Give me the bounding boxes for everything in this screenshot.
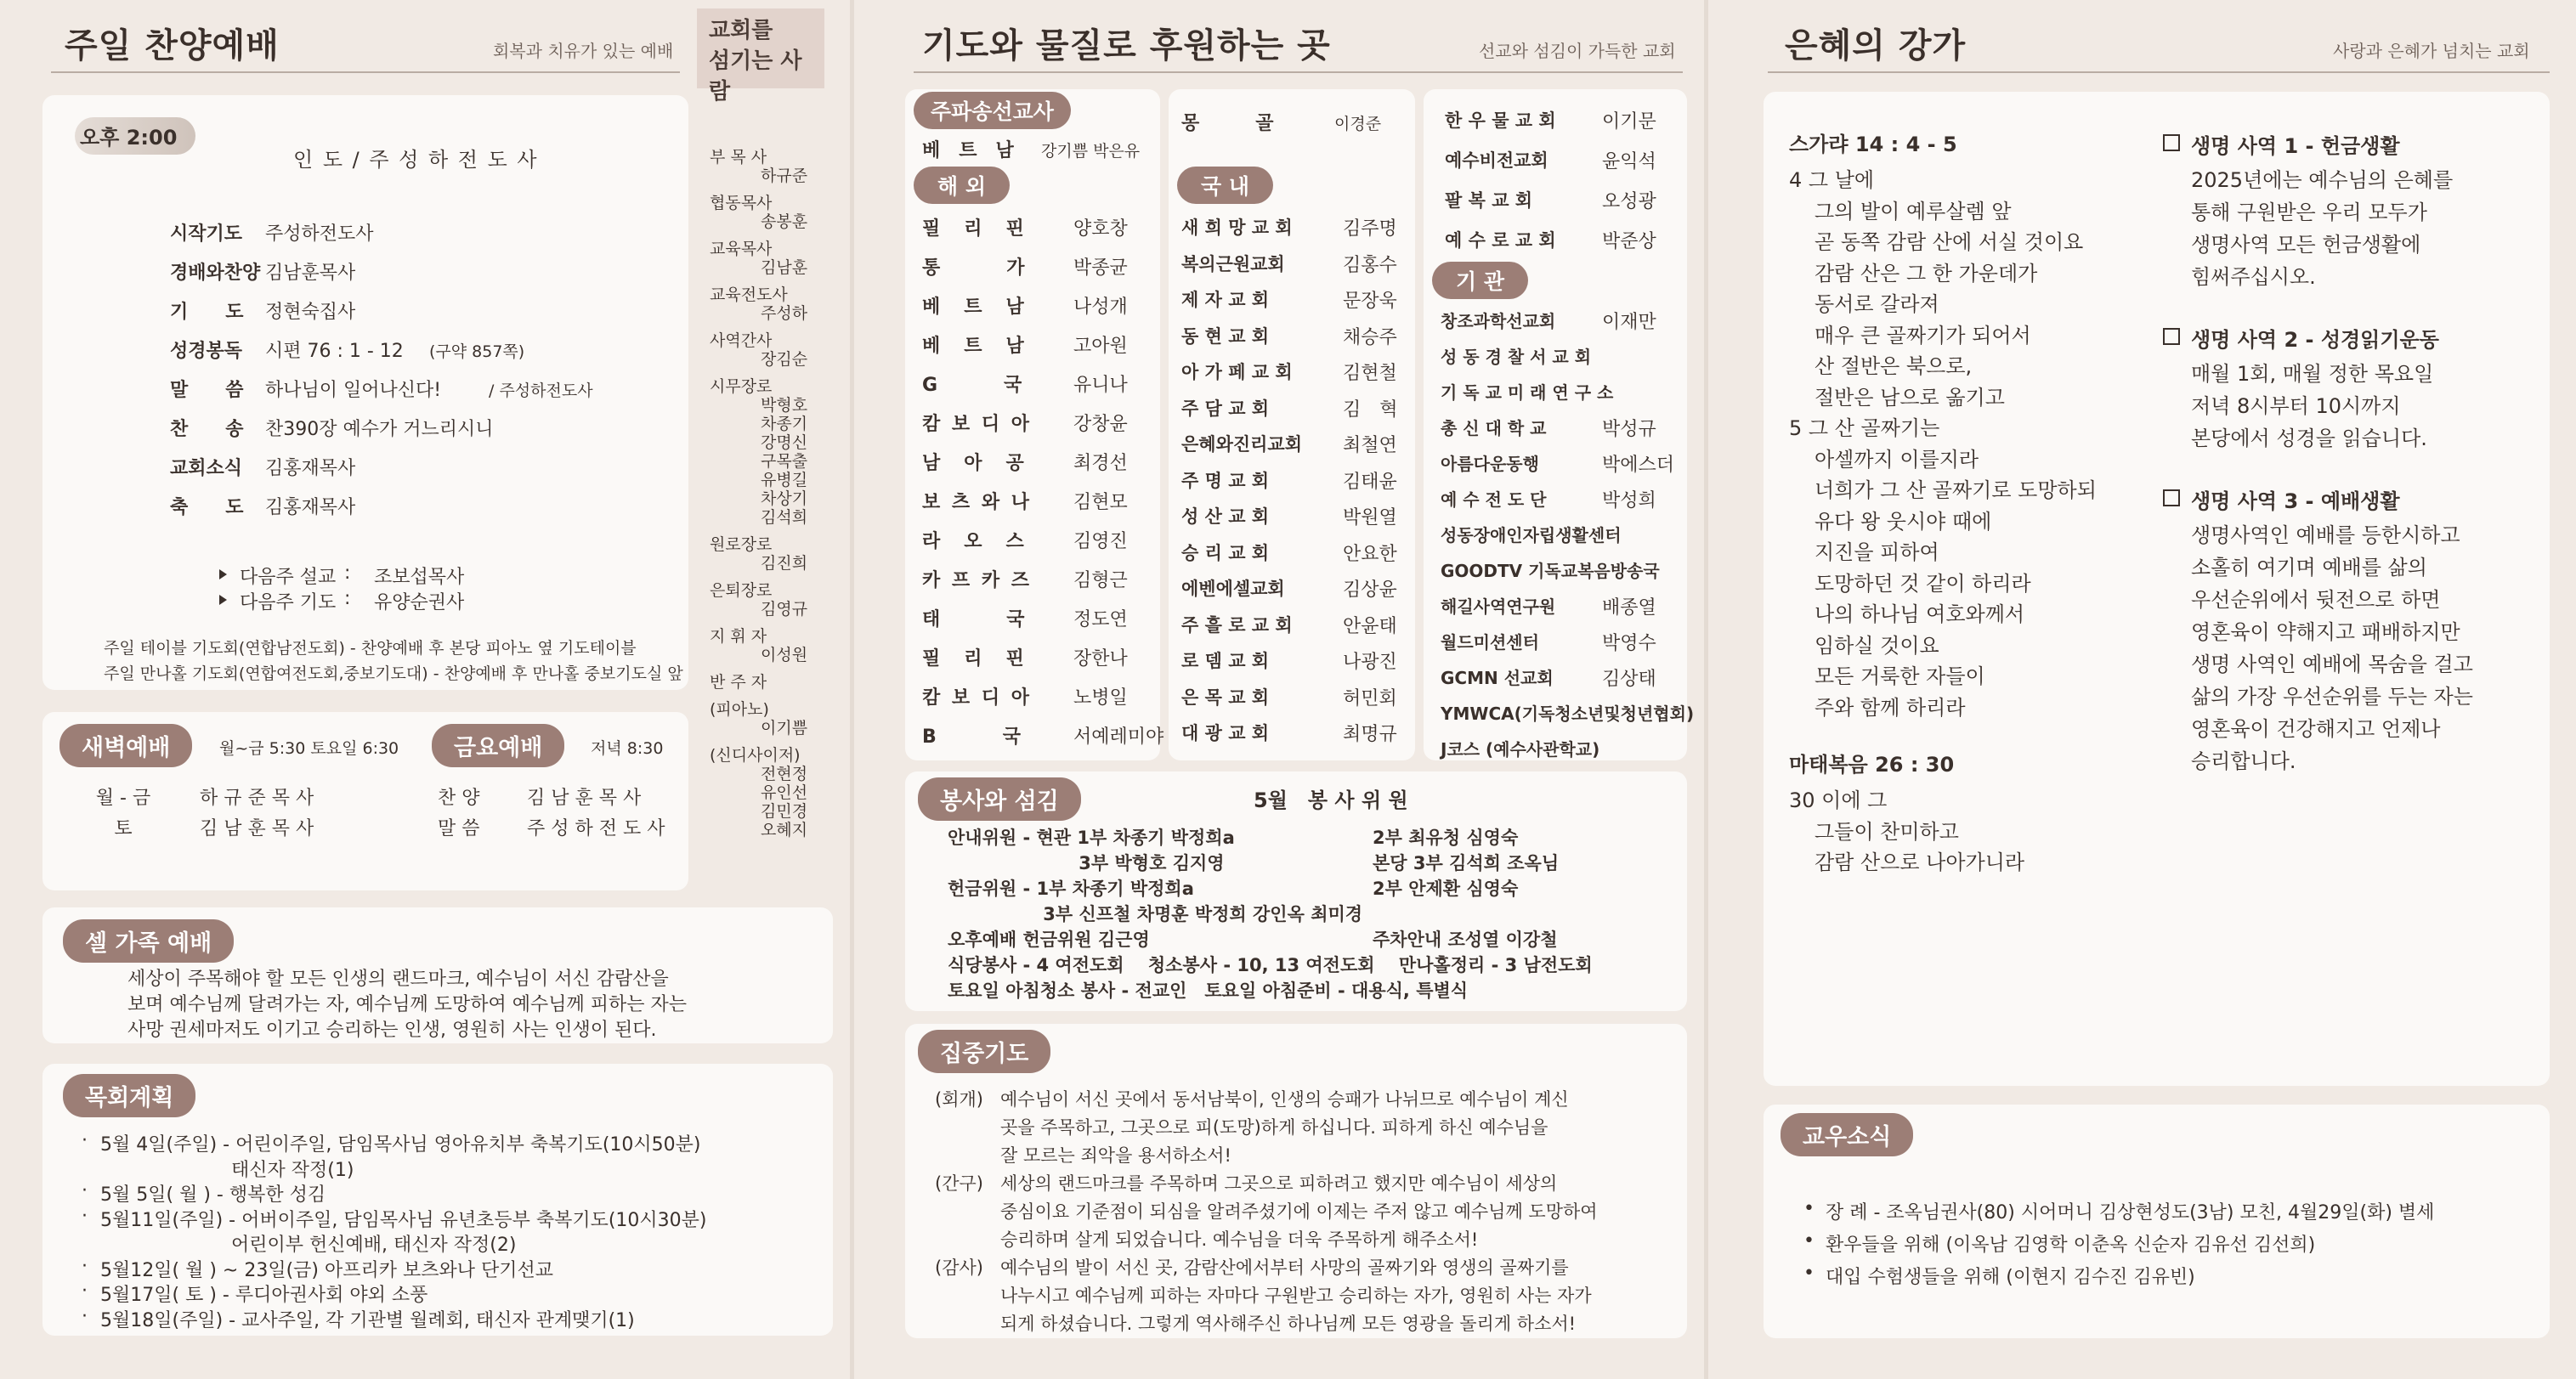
cell-line: 사망 권세마저도 이기고 승리하는 인생, 영원히 사는 인생이 된다.	[127, 1020, 657, 1041]
order-value: 하나님이 일어나신다!	[265, 380, 442, 401]
missionary-name: 고아원	[1073, 336, 1128, 357]
staff-name: 김민경	[761, 802, 808, 821]
org-name: 해길사역연구원	[1441, 596, 1556, 617]
staff-name: 유병길	[761, 471, 808, 489]
church-pastor: 윤익석	[1602, 151, 1656, 172]
mission-main-place: 베 트 남	[922, 140, 1014, 161]
news-item: 대입 수험생들을 위해 (이현지 김수진 김유빈)	[1826, 1267, 2195, 1288]
bullet-icon: •	[1803, 1198, 1815, 1219]
domestic-church: 대 광 교 회	[1181, 723, 1270, 743]
org-name: 성동장애인자립생활센터	[1441, 525, 1622, 545]
staff-name: 오혜지	[761, 821, 808, 839]
order-value: 찬390장 예수가 거느리시니	[265, 419, 494, 440]
verse-line: 4 그 날에	[1789, 168, 1875, 192]
section-line: 삶의 가장 우선순위를 두는 자는	[2191, 685, 2473, 709]
church-name: 팔 복 교 회	[1445, 190, 1533, 211]
missionary-name: 정도연	[1073, 609, 1128, 630]
notice-mannahall-prayer: 주일 만나홀 기도회(연합여전도회,중보기도대) - 찬양예배 후 만나홀 중보기도실 앞	[104, 664, 683, 683]
verse-line: 감람 산은 그 한 가운데가	[1815, 261, 2038, 285]
header-divider	[1768, 71, 2550, 73]
verse-line: 유다 왕 웃시야 때에	[1815, 509, 1992, 534]
worship-column	[0, 0, 854, 1379]
missionary-name: 최경선	[1073, 453, 1128, 474]
order-label: 찬 송	[170, 419, 244, 440]
prayer-line: 곳을 주목하고, 그곳으로 피(도망)하게 하십니다. 피하게 하신 예수님을	[1000, 1117, 1548, 1138]
plan-item: 어린이부 헌신예배, 태신자 작정(2)	[100, 1235, 517, 1256]
staff-name: 김진희	[761, 554, 808, 573]
next-value: 유양순권사	[374, 592, 465, 613]
support-column	[854, 0, 1708, 1379]
domestic-pastor: 최명규	[1343, 724, 1397, 745]
mongol-place: 몽 골	[1181, 113, 1274, 134]
mission-place: 태 국	[922, 609, 1028, 630]
friday-role: 찬 양	[438, 788, 480, 809]
org-leader: 김상태	[1602, 669, 1656, 690]
pastoral-plan-pill: 목회계획	[63, 1074, 195, 1117]
prayer-line: 중심이요 기준점이 되심을 알려주셨기에 이제는 주저 않고 예수님께 도망하여	[1000, 1201, 1598, 1222]
mission-place: 캄 보 디 아	[922, 687, 1032, 709]
domestic-pastor: 김홍수	[1343, 254, 1397, 276]
verse-line: 아셀까지 이를지라	[1815, 447, 1979, 472]
bullet-icon: •	[1803, 1230, 1815, 1252]
order-value: 김홍재목사	[265, 497, 356, 518]
staff-name: 김남훈	[761, 258, 808, 277]
verse-line: 나의 하나님 여호와께서	[1815, 602, 2025, 626]
church-name: 한 우 물 교 회	[1445, 110, 1556, 131]
org-title-pill: 기 관	[1432, 262, 1528, 299]
church-name: 예 수 로 교 회	[1445, 230, 1556, 251]
staff-name: 전현정	[761, 765, 808, 783]
column-title: 은혜의 강가	[1785, 26, 1967, 65]
org-leader: 박성규	[1602, 419, 1656, 440]
service-line: 헌금위원 - 1부 차종기 박정희a	[948, 879, 1194, 899]
checkbox-icon	[2163, 328, 2180, 345]
section-title: 생명 사역 2 - 성경읽기운동	[2191, 328, 2439, 352]
section-line: 매월 1회, 매월 정한 목요일	[2191, 362, 2434, 386]
colon-separator: :	[344, 588, 351, 609]
org-name: GOODTV 기독교복음방송국	[1441, 561, 1660, 581]
service-line: 식당봉사 - 4 여전도회 청소봉사 - 10, 13 여전도회 만나홀정리 - 3 남전도회	[948, 955, 1593, 975]
service-line-right: 2부 최유청 심영숙	[1373, 828, 1519, 848]
prayer-tag: (감사)	[935, 1257, 983, 1278]
org-name: 예 수 전 도 단	[1441, 489, 1547, 510]
staff-tab-label: 교회를 섬기는 사람	[709, 18, 802, 105]
section-line: 생명사역인 예배를 등한시하고	[2191, 523, 2460, 547]
domestic-church: 주 명 교 회	[1181, 470, 1270, 491]
staff-role: 교육전도사	[710, 285, 788, 304]
org-name: 기 독 교 미 래 연 구 소	[1441, 382, 1614, 403]
mission-main-name: 강기쁨 박은유	[1041, 142, 1141, 161]
verse-line: 산 절반은 북으로,	[1815, 354, 1973, 378]
mission-place: 라 오 스	[922, 531, 1027, 552]
service-line-right: 본당 3부 김석희 조옥님	[1373, 853, 1560, 873]
dawn-worship-pill: 새벽예배	[59, 724, 192, 767]
cell-line: 세상이 주목해야 할 모든 인생의 랜드마크, 예수님이 서신 감람산을	[127, 969, 669, 990]
staff-role: (피아노)	[710, 700, 769, 719]
church-pastor: 이기문	[1602, 111, 1656, 133]
domestic-pastor: 김주명	[1343, 218, 1397, 240]
service-line: 오후예배 헌금위원 김근영	[948, 930, 1150, 950]
service-time: 오후 2:00	[80, 126, 178, 150]
prayer-line: 되게 하셨습니다. 그렇게 역사해주신 하나님께 모든 영광을 돌리게 하소서!	[1000, 1314, 1577, 1334]
domestic-pastor: 허민회	[1343, 687, 1397, 709]
column-title: 기도와 물질로 후원하는 곳	[922, 26, 1331, 65]
org-name: GCMN 선교회	[1441, 668, 1554, 688]
order-label: 성경봉독	[170, 341, 243, 362]
org-name: 아름다운동행	[1441, 454, 1539, 474]
service-line-right: 2부 안제환 심영숙	[1373, 879, 1519, 899]
section-line: 생명사역 모든 헌금생활에	[2191, 233, 2421, 257]
org-leader: 박영수	[1602, 633, 1656, 654]
section-line: 영혼육이 건강해지고 언제나	[2191, 717, 2441, 741]
domestic-pastor: 채승주	[1343, 326, 1397, 348]
prayer-line: 나누시고 예수님께 피하는 자마다 구원받고 승리하는 자가, 영원히 사는 자가	[1000, 1286, 1592, 1306]
org-name: 총 신 대 학 교	[1441, 418, 1547, 438]
staff-role: (신디사이저)	[710, 746, 801, 765]
bullet-icon: •	[1803, 1263, 1815, 1284]
prayer-tag: (간구)	[935, 1173, 983, 1194]
staff-tab	[697, 8, 824, 105]
staff-name: 박형호	[761, 396, 808, 415]
section-line: 통해 구원받은 우리 모두가	[2191, 201, 2427, 224]
section-line: 힘써주십시오.	[2191, 265, 2316, 289]
staff-name: 유인선	[761, 783, 808, 802]
missionary-name: 김영진	[1073, 531, 1128, 552]
staff-name: 차종기	[761, 415, 808, 433]
dawn-leader: 하 규 준 목 사	[200, 788, 314, 809]
missionary-name: 장한나	[1073, 648, 1128, 670]
mission-place: G 국	[922, 375, 1025, 396]
domestic-pastor: 안윤태	[1343, 615, 1397, 637]
service-line-right: 주차안내 조성열 이강철	[1373, 930, 1558, 950]
mission-place: B 국	[922, 726, 1024, 748]
service-line: 안내위원 - 현관 1부 차종기 박정희a	[948, 828, 1235, 848]
mission-place: 캄 보 디 아	[922, 414, 1032, 435]
plan-item: 태신자 작정(1)	[100, 1159, 354, 1181]
section-line: 생명 사역인 예배에 목숨을 걸고	[2191, 653, 2473, 676]
plan-item: · 5월11일(주일) - 어버이주일, 담임목사님 유년초등부 축복기도(10시30분)	[100, 1206, 707, 1232]
order-note: / 주성하전도사	[489, 381, 593, 400]
section-line: 2025년에는 예수님의 은혜를	[2191, 168, 2454, 192]
domestic-pastor: 문장욱	[1343, 291, 1397, 312]
staff-role: 반 주 자	[710, 673, 767, 692]
friday-worship-time: 저녁 8:30	[591, 739, 664, 758]
domestic-church: 승 리 교 회	[1181, 542, 1270, 563]
section-line: 우선순위에서 뒷전으로 하면	[2191, 588, 2441, 612]
domestic-pastor: 김 혁	[1343, 398, 1398, 421]
order-note: (구약 857쪽)	[429, 342, 525, 361]
section-line: 승리합니다.	[2191, 749, 2296, 773]
section-line: 소홀히 여기며 예배를 삶의	[2191, 556, 2427, 579]
plan-item: · 5월17일( 토 ) - 루디아권사회 야외 소풍	[100, 1280, 427, 1307]
verse-line: 임하실 것이요	[1815, 633, 1939, 658]
colon-separator: :	[344, 562, 351, 584]
order-label: 시작기도	[170, 223, 243, 245]
notice-table-prayer: 주일 테이블 기도회(연합남전도회) - 찬양예배 후 본당 피아노 옆 기도테이블	[104, 639, 637, 658]
plan-item: · 5월 4일(주일) - 어린이주일, 담임목사님 영아유치부 축복기도(10시50분)	[100, 1130, 701, 1156]
staff-role: 은퇴장로	[710, 581, 773, 600]
church-name: 예수비전교회	[1445, 150, 1548, 171]
section-line: 본당에서 성경을 읽습니다.	[2191, 427, 2427, 450]
domestic-church: 복의근원교회	[1181, 253, 1285, 274]
missionary-name: 유니나	[1073, 375, 1128, 396]
org-name: 창조과학선교회	[1441, 311, 1556, 331]
order-value: 김홍재목사	[265, 458, 356, 479]
missionary-name: 나성개	[1073, 297, 1128, 318]
domestic-church: 주 흘 로 교 회	[1181, 614, 1293, 636]
service-line: 3부 박형호 김지영	[948, 853, 1225, 873]
scripture-ref-2: 마태복음 26 : 30	[1789, 753, 1955, 777]
mission-place: 남 아 공	[922, 453, 1027, 474]
section-title: 생명 사역 1 - 헌금생활	[2191, 134, 2400, 158]
org-leader: 박성희	[1602, 490, 1656, 511]
bullet-triangle-icon	[219, 595, 227, 605]
dawn-leader: 김 남 훈 목 사	[200, 818, 314, 839]
verse-line: 감람 산으로 나아가니라	[1815, 851, 2025, 874]
bullet-triangle-icon	[219, 569, 227, 579]
domestic-pastor: 최철연	[1343, 435, 1397, 456]
missionary-name: 김현모	[1073, 492, 1128, 513]
verse-line: 도망하던 것 같이 하리라	[1815, 571, 2031, 596]
staff-name: 차상기	[761, 489, 808, 508]
mission-place: 필 리 핀	[922, 648, 1027, 670]
domestic-church: 새 희 망 교 회	[1181, 218, 1293, 238]
mission-title-pill: 주파송선교사	[914, 92, 1071, 129]
order-label: 축 도	[170, 497, 244, 518]
staff-role: 사역간사	[710, 331, 773, 350]
org-leader: 배종열	[1602, 597, 1656, 619]
prayer-line: 예수님의 발이 서신 곳, 감람산에서부터 사망의 골짜기와 영생의 골짜기를	[1000, 1257, 1569, 1278]
staff-name: 강명신	[761, 433, 808, 452]
next-value: 조보섭목사	[374, 567, 465, 588]
news-item: 장 례 - 조옥님권사(80) 시어머니 김상현성도(3남) 모친, 4월29일(화) 별세	[1826, 1202, 2435, 1224]
staff-name: 구목출	[761, 452, 808, 471]
order-label: 말 씀	[170, 380, 244, 401]
order-value: 김남훈목사	[265, 263, 356, 284]
missionary-name: 강창윤	[1073, 414, 1128, 435]
header-divider	[914, 71, 1683, 73]
org-leader: 박에스더	[1602, 455, 1675, 476]
verse-line: 매우 큰 골짜기가 되어서	[1815, 323, 2031, 348]
domestic-pastor: 나광진	[1343, 652, 1397, 673]
staff-role: 부 목 사	[710, 148, 767, 167]
service-heading: 5월 봉 사 위 원	[1254, 788, 1408, 812]
friday-leader: 주 성 하 전 도 사	[527, 818, 665, 839]
plan-item: · 5월18일(주일) - 교사주일, 각 기관별 월례회, 태신자 관계맺기(1)	[100, 1306, 635, 1332]
verse-line: 그들이 찬미하고	[1815, 819, 1959, 844]
section-line: 저녁 8시부터 10시까지	[2191, 394, 2401, 418]
staff-name: 송봉훈	[761, 212, 808, 231]
domestic-church: 성 산 교 회	[1181, 506, 1270, 527]
news-title-pill: 교우소식	[1781, 1113, 1913, 1156]
org-name: 성 동 경 찰 서 교 회	[1441, 347, 1592, 367]
news-item: 환우들을 위해 (이옥남 김영학 이춘옥 신순자 김유선 김선희)	[1826, 1235, 2316, 1256]
friday-leader: 김 남 훈 목 사	[527, 788, 642, 809]
prayer-line: 세상의 랜드마크를 주목하며 그곳으로 피하려고 했지만 예수님이 세상의	[1000, 1173, 1558, 1194]
staff-role: 지 휘 자	[710, 627, 767, 646]
checkbox-icon	[2163, 134, 2180, 151]
staff-role: 시무장로	[710, 377, 773, 396]
church-pastor: 박준상	[1602, 231, 1656, 252]
dawn-worship-time: 월~금 5:30 토요일 6:30	[219, 739, 399, 758]
scripture-ref-1: 스가랴 14 : 4 - 5	[1789, 133, 1957, 156]
org-name: YMWCA(기독청소년및청년협회)	[1441, 704, 1695, 724]
order-label: 교회소식	[170, 458, 243, 479]
domestic-church: 아 가 페 교 회	[1181, 362, 1293, 382]
verse-line: 너희가 그 산 골짜기로 도망하되	[1815, 478, 2097, 502]
service-title-pill: 봉사와 섬김	[918, 777, 1081, 821]
staff-name: 이기쁨	[761, 719, 808, 738]
domestic-church: 에벤에셀교회	[1181, 579, 1285, 599]
verse-line: 모든 거룩한 자들이	[1815, 664, 1985, 688]
domestic-pastor: 박원열	[1343, 507, 1397, 528]
mission-place: 통 가	[922, 257, 1028, 279]
column-subtitle: 사랑과 은혜가 넘치는 교회	[2333, 41, 2530, 61]
verse-line: 그의 발이 예루살렘 앞	[1815, 199, 2012, 223]
mission-place: 보 츠 와 나	[922, 492, 1032, 513]
staff-name: 김영규	[761, 600, 808, 619]
staff-name: 주성하	[761, 304, 808, 323]
dawn-day: 월 - 금	[95, 788, 151, 809]
domestic-pastor: 김태윤	[1343, 471, 1397, 493]
mission-place: 카 프 카 즈	[922, 570, 1032, 591]
checkbox-icon	[2163, 489, 2180, 506]
missionary-name: 서예레미야	[1073, 726, 1164, 748]
cell-line: 보며 예수님께 달려가는 자, 예수님께 도망하여 예수님께 피하는 자는	[127, 994, 687, 1015]
domestic-church: 동 현 교 회	[1181, 325, 1270, 347]
verse-line: 30 이에 그	[1789, 788, 1888, 812]
staff-name: 이성원	[761, 646, 808, 664]
section-title: 생명 사역 3 - 예배생활	[2191, 489, 2400, 513]
org-leader: 이재만	[1602, 312, 1656, 333]
cell-worship-pill: 셀 가족 예배	[63, 919, 234, 963]
verse-line: 절반은 남으로 옮기고	[1815, 385, 2005, 410]
header-divider	[51, 71, 680, 73]
section-line: 영혼육이 약해지고 패배하지만	[2191, 620, 2460, 644]
service-line: 3부 신프철 차명훈 박정희 강인옥 최미경	[948, 904, 1363, 924]
prayer-tag: (회개)	[935, 1089, 983, 1110]
page-title: 주일 찬양예배	[65, 26, 280, 65]
org-name: J코스 (예수사관학교)	[1441, 739, 1600, 760]
church-pastor: 오성광	[1602, 191, 1656, 212]
domestic-church: 로 뎀 교 회	[1181, 651, 1270, 671]
dawn-day: 토	[114, 818, 133, 839]
plan-item: · 5월12일( 월 ) ~ 23일(금) 아프리카 보츠와나 단기선교	[100, 1256, 553, 1282]
staff-name: 하규준	[761, 167, 808, 185]
prayer-title-pill: 집중기도	[918, 1030, 1050, 1073]
domestic-pastor: 김상윤	[1343, 579, 1397, 601]
friday-worship-pill: 금요예배	[432, 724, 564, 767]
domestic-church: 은 목 교 회	[1181, 687, 1270, 708]
staff-name: 김석희	[761, 508, 808, 527]
staff-name: 장김순	[761, 350, 808, 369]
domestic-church: 은혜와진리교회	[1181, 434, 1303, 455]
missionary-name: 노병일	[1073, 687, 1128, 709]
service-line: 토요일 아침청소 봉사 - 전교인 토요일 아침준비 - 대용식, 특별식	[948, 981, 1469, 1001]
friday-role: 말 씀	[438, 818, 480, 839]
next-label: 다음주 설교	[240, 567, 337, 588]
service-leader: 인 도 / 주 성 하 전 도 사	[293, 148, 539, 172]
missionary-name: 김형근	[1073, 570, 1128, 591]
column-subtitle: 선교와 섬김이 가득한 교회	[1479, 41, 1676, 61]
verse-line: 지진을 피하여	[1815, 540, 1939, 564]
overseas-title-pill: 해 외	[914, 167, 1010, 204]
verse-line: 5 그 산 골짜기는	[1789, 416, 1940, 440]
order-value: 시편 76 : 1 - 12	[265, 341, 404, 362]
mongol-name: 이경준	[1334, 115, 1382, 133]
domestic-title-pill: 국 내	[1177, 167, 1273, 204]
staff-role: 협동목사	[710, 194, 773, 212]
order-value: 주성하전도사	[265, 223, 374, 245]
verse-line: 동서로 갈라져	[1815, 292, 1939, 316]
order-label: 경배와찬양	[170, 263, 261, 284]
mission-place: 베 트 남	[922, 297, 1027, 318]
domestic-pastor: 안요한	[1343, 543, 1397, 565]
mission-place: 베 트 남	[922, 336, 1027, 357]
order-label: 기 도	[170, 302, 244, 323]
prayer-line: 승리하며 살게 되었습니다. 예수님을 더욱 주목하게 해주소서!	[1000, 1229, 1479, 1250]
prayer-line: 예수님이 서신 곳에서 동서남북이, 인생의 승패가 나뉘므로 예수님이 계신	[1000, 1089, 1569, 1110]
domestic-pastor: 김현철	[1343, 363, 1397, 384]
grace-column	[1708, 0, 2576, 1379]
org-name: 월드미션센터	[1441, 632, 1539, 653]
verse-line: 곧 동쪽 감람 산에 서실 것이요	[1815, 230, 2084, 254]
staff-role: 원로장로	[710, 535, 773, 554]
next-label: 다음주 기도	[240, 592, 337, 613]
mission-place: 필 리 핀	[922, 218, 1027, 240]
domestic-church: 주 담 교 회	[1181, 398, 1270, 419]
prayer-line: 잘 모르는 죄악을 용서하소서!	[1000, 1145, 1231, 1166]
missionary-name: 양호창	[1073, 218, 1128, 240]
missionary-name: 박종균	[1073, 257, 1128, 279]
staff-role: 교육목사	[710, 240, 773, 258]
column-subtitle: 회복과 치유가 있는 예배	[493, 41, 674, 61]
order-value: 정현숙집사	[265, 302, 356, 323]
verse-line: 주와 함께 하리라	[1815, 695, 1966, 720]
domestic-church: 제 자 교 회	[1181, 290, 1270, 310]
plan-item: · 5월 5일( 월 ) - 행복한 성김	[100, 1180, 326, 1207]
